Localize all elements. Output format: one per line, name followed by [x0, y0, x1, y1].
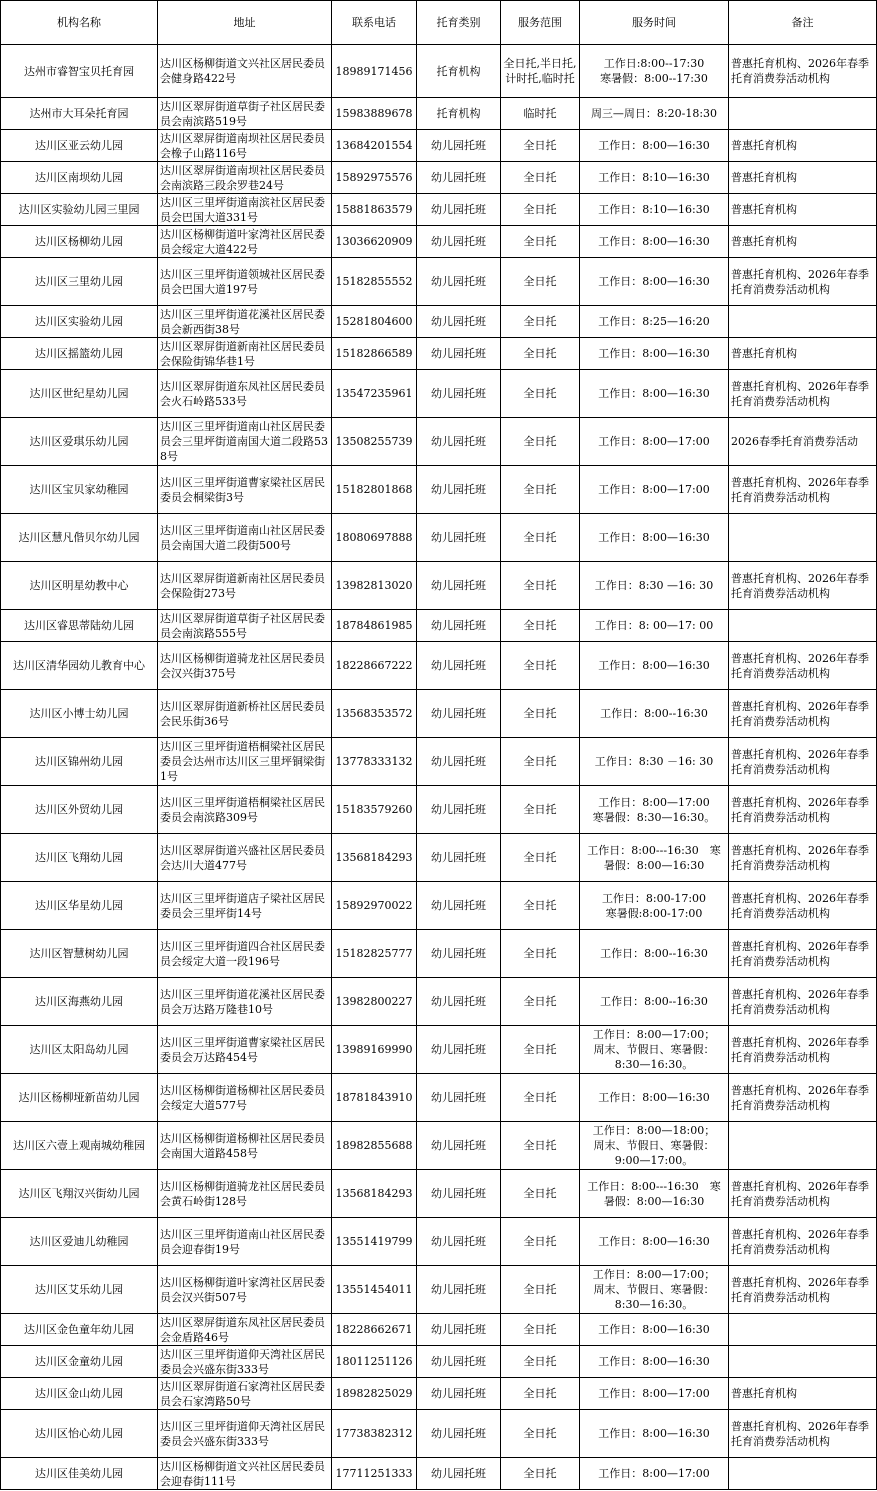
- cell-time: 工作日：8: 00—17: 00: [580, 610, 729, 642]
- cell-time: 工作日：8:10—16:30: [580, 162, 729, 194]
- cell-category: 幼儿园托班: [417, 562, 501, 610]
- cell-note: [729, 1458, 877, 1490]
- cell-note: [729, 306, 877, 338]
- table-row: [1, 1026, 877, 1074]
- header-scope: 服务范围: [501, 1, 580, 45]
- cell-name: 达川区飞翔汉兴街幼儿园: [1, 1170, 158, 1218]
- cell-scope: 全日托: [501, 1458, 580, 1490]
- cell-name: 达川区金山幼儿园: [1, 1378, 158, 1410]
- table-row: [1, 1410, 877, 1458]
- cell-phone: 13547235961: [332, 370, 417, 418]
- cell-note: 普惠托育机构、2026年春季托育消费券活动机构: [729, 1074, 877, 1122]
- table-row: [1, 1314, 877, 1346]
- cell-scope: 全日托: [501, 338, 580, 370]
- cell-note: 普惠托育机构、2026年春季托育消费券活动机构: [729, 1410, 877, 1458]
- cell-category: 幼儿园托班: [417, 1378, 501, 1410]
- cell-category: 幼儿园托班: [417, 258, 501, 306]
- cell-category: 幼儿园托班: [417, 306, 501, 338]
- cell-phone: 15881863579: [332, 194, 417, 226]
- cell-scope: 临时托: [501, 98, 580, 130]
- cell-note: 普惠托育机构、2026年春季托育消费券活动机构: [729, 1218, 877, 1266]
- cell-scope: 全日托: [501, 1170, 580, 1218]
- cell-scope: 全日托: [501, 514, 580, 562]
- cell-category: 幼儿园托班: [417, 738, 501, 786]
- cell-time: 工作日：8:00—17:00: [580, 418, 729, 466]
- table-row: [1, 1074, 877, 1122]
- cell-note: 普惠托育机构: [729, 162, 877, 194]
- cell-scope: 全日托: [501, 1266, 580, 1314]
- cell-scope: 全日托: [501, 1122, 580, 1170]
- cell-name: 达川区三里幼儿园: [1, 258, 158, 306]
- cell-name: 达川区怡心幼儿园: [1, 1410, 158, 1458]
- cell-time: 工作日：8:00—16:30: [580, 514, 729, 562]
- cell-phone: 18784861985: [332, 610, 417, 642]
- cell-scope: 全日托: [501, 194, 580, 226]
- cell-category: 幼儿园托班: [417, 1410, 501, 1458]
- cell-phone: 17738382312: [332, 1410, 417, 1458]
- cell-category: 幼儿园托班: [417, 642, 501, 690]
- cell-note: 普惠托育机构、2026年春季托育消费券活动机构: [729, 258, 877, 306]
- table-row: [1, 930, 877, 978]
- cell-name: 达川区海燕幼儿园: [1, 978, 158, 1026]
- cell-scope: 全日托: [501, 1314, 580, 1346]
- cell-address: 达川区三里坪街道南山社区居民委员会南国大道二段街500号: [158, 514, 332, 562]
- cell-name: 达川区艾乐幼儿园: [1, 1266, 158, 1314]
- cell-scope: 全日托: [501, 786, 580, 834]
- cell-time: 工作日：8:00—16:30: [580, 1314, 729, 1346]
- cell-address: 达川区翠屏街道兴盛社区居民委员会达川大道477号: [158, 834, 332, 882]
- cell-time: 工作日：8:00—16:30: [580, 370, 729, 418]
- cell-category: 幼儿园托班: [417, 690, 501, 738]
- cell-category: 幼儿园托班: [417, 1346, 501, 1378]
- header-row: [1, 1, 877, 45]
- cell-phone: 15182801868: [332, 466, 417, 514]
- cell-category: 幼儿园托班: [417, 514, 501, 562]
- cell-scope: 全日托: [501, 466, 580, 514]
- cell-phone: 15281804600: [332, 306, 417, 338]
- table-row: [1, 562, 877, 610]
- cell-scope: 全日托: [501, 882, 580, 930]
- cell-note: 普惠托育机构、2026年春季托育消费券活动机构: [729, 45, 877, 98]
- cell-name: 达川区明星幼教中心: [1, 562, 158, 610]
- cell-time: 工作日：8:00—17:00: [580, 1378, 729, 1410]
- cell-phone: 15182855552: [332, 258, 417, 306]
- cell-address: 达川区翠屏街道草街子社区居民委员会南滨路519号: [158, 98, 332, 130]
- cell-category: 幼儿园托班: [417, 610, 501, 642]
- cell-note: 普惠托育机构、2026年春季托育消费券活动机构: [729, 1170, 877, 1218]
- cell-category: 幼儿园托班: [417, 418, 501, 466]
- cell-category: 幼儿园托班: [417, 1026, 501, 1074]
- cell-name: 达川区智慧树幼儿园: [1, 930, 158, 978]
- cell-name: 达川区南坝幼儿园: [1, 162, 158, 194]
- table-row: [1, 1266, 877, 1314]
- cell-address: 达川区杨柳街道杨柳社区居民委员会南国大道路458号: [158, 1122, 332, 1170]
- cell-note: 普惠托育机构、2026年春季托育消费券活动机构: [729, 466, 877, 514]
- table-row: [1, 258, 877, 306]
- cell-scope: 全日托: [501, 1346, 580, 1378]
- cell-note: 普惠托育机构、2026年春季托育消费券活动机构: [729, 834, 877, 882]
- table-row: [1, 978, 877, 1026]
- cell-phone: 15182866589: [332, 338, 417, 370]
- cell-address: 达川区翠屏街道新南社区居民委员会保险街锦华巷1号: [158, 338, 332, 370]
- cell-name: 达川区金色童年幼儿园: [1, 1314, 158, 1346]
- cell-time: 工作日：8:00—17:00 寒暑假：8:30—16:30。: [580, 786, 729, 834]
- cell-note: 普惠托育机构、2026年春季托育消费券活动机构: [729, 1026, 877, 1074]
- cell-category: 托育机构: [417, 98, 501, 130]
- table-body: [1, 45, 877, 1490]
- table-row: [1, 418, 877, 466]
- cell-scope: 全日托: [501, 562, 580, 610]
- cell-category: 幼儿园托班: [417, 338, 501, 370]
- cell-phone: 13036620909: [332, 226, 417, 258]
- cell-scope: 全日托: [501, 738, 580, 786]
- cell-time: 工作日：8:30 —16: 30: [580, 562, 729, 610]
- table-row: [1, 1218, 877, 1266]
- cell-time: 工作日：8:00—16:30: [580, 258, 729, 306]
- cell-category: 幼儿园托班: [417, 834, 501, 882]
- cell-category: 幼儿园托班: [417, 162, 501, 194]
- cell-scope: 全日托: [501, 690, 580, 738]
- cell-time: 工作日：8:00—16:30: [580, 642, 729, 690]
- cell-name: 达川区六壹上观南城幼稚园: [1, 1122, 158, 1170]
- cell-time: 工作日：8:00---16:30 寒暑假：8:00—16:30: [580, 1170, 729, 1218]
- cell-address: 达川区翠屏街道东凤社区居民委员会金盾路46号: [158, 1314, 332, 1346]
- cell-address: 达川区三里坪街道曹家梁社区居民委员会万达路454号: [158, 1026, 332, 1074]
- header-name: 机构名称: [1, 1, 158, 45]
- cell-name: 达川区摇篮幼儿园: [1, 338, 158, 370]
- cell-note: 普惠托育机构、2026年春季托育消费券活动机构: [729, 978, 877, 1026]
- table-row: [1, 466, 877, 514]
- cell-category: 幼儿园托班: [417, 194, 501, 226]
- cell-note: 普惠托育机构、2026年春季托育消费券活动机构: [729, 930, 877, 978]
- cell-phone: 13508255739: [332, 418, 417, 466]
- cell-note: 普惠托育机构、2026年春季托育消费券活动机构: [729, 786, 877, 834]
- cell-phone: 13551419799: [332, 1218, 417, 1266]
- cell-category: 幼儿园托班: [417, 930, 501, 978]
- cell-address: 达川区三里坪街道梧桐梁社区居民委员会达州市达川区三里坪铜梁街1号: [158, 738, 332, 786]
- cell-scope: 全日托: [501, 306, 580, 338]
- cell-time: 工作日：8:10—16:30: [580, 194, 729, 226]
- cell-name: 达川区清华园幼儿教育中心: [1, 642, 158, 690]
- cell-address: 达川区翠屏街道石家湾社区居民委员会石家湾路50号: [158, 1378, 332, 1410]
- cell-phone: 13684201554: [332, 130, 417, 162]
- cell-phone: 15892970022: [332, 882, 417, 930]
- cell-phone: 13568184293: [332, 834, 417, 882]
- cell-name: 达州市睿智宝贝托育园: [1, 45, 158, 98]
- cell-address: 达川区三里坪街道曹家梁社区居民委员会桐梁街3号: [158, 466, 332, 514]
- cell-address: 达川区杨柳街道文兴社区居民委员会健身路422号: [158, 45, 332, 98]
- cell-time: 工作日：8:00--16:30: [580, 930, 729, 978]
- cell-address: 达川区三里坪街道南滨社区居民委员会巴国大道331号: [158, 194, 332, 226]
- table-row: [1, 642, 877, 690]
- header-address: 地址: [158, 1, 332, 45]
- cell-name: 达州市大耳朵托育园: [1, 98, 158, 130]
- cell-name: 达川区杨柳垭新苗幼儿园: [1, 1074, 158, 1122]
- cell-phone: 15983889678: [332, 98, 417, 130]
- cell-scope: 全日托: [501, 370, 580, 418]
- cell-address: 达川区翠屏街道南坝社区居民委员会橡子山路116号: [158, 130, 332, 162]
- cell-category: 幼儿园托班: [417, 370, 501, 418]
- cell-time: 工作日：8:00--16:30: [580, 690, 729, 738]
- cell-note: [729, 610, 877, 642]
- table-row: [1, 834, 877, 882]
- cell-phone: 18781843910: [332, 1074, 417, 1122]
- cell-name: 达川区小博士幼儿园: [1, 690, 158, 738]
- table-row: [1, 1378, 877, 1410]
- cell-category: 幼儿园托班: [417, 1266, 501, 1314]
- cell-name: 达川区亚云幼儿园: [1, 130, 158, 162]
- cell-address: 达川区三里坪街道仰天湾社区居民委员会兴盛东街333号: [158, 1410, 332, 1458]
- cell-time: 工作日：8:30 －16: 30: [580, 738, 729, 786]
- cell-address: 达川区杨柳街道骑龙社区居民委员会黄石岭街128号: [158, 1170, 332, 1218]
- cell-scope: 全日托: [501, 610, 580, 642]
- cell-note: 普惠托育机构、2026年春季托育消费券活动机构: [729, 562, 877, 610]
- header-note: 备注: [729, 1, 877, 45]
- cell-note: [729, 98, 877, 130]
- cell-scope: 全日托: [501, 834, 580, 882]
- cell-scope: 全日托: [501, 258, 580, 306]
- cell-address: 达川区三里坪街道店子梁社区居民委员会三里坪街14号: [158, 882, 332, 930]
- cell-address: 达川区三里坪街道领城社区居民委员会巴国大道197号: [158, 258, 332, 306]
- cell-time: 工作日：8:00--16:30: [580, 978, 729, 1026]
- cell-name: 达川区外贸幼儿园: [1, 786, 158, 834]
- cell-time: 工作日：8:00---16:30 寒暑假：8:00—16:30: [580, 834, 729, 882]
- cell-note: 2026春季托育消费券活动: [729, 418, 877, 466]
- cell-note: 普惠托育机构: [729, 226, 877, 258]
- cell-name: 达川区锦州幼儿园: [1, 738, 158, 786]
- table-row: [1, 1458, 877, 1490]
- table-row: [1, 610, 877, 642]
- cell-scope: 全日托: [501, 130, 580, 162]
- cell-scope: 全日托: [501, 930, 580, 978]
- table-row: [1, 162, 877, 194]
- cell-address: 达川区三里坪街道花溪社区居民委员会新西街38号: [158, 306, 332, 338]
- cell-address: 达川区杨柳街道杨柳社区居民委员会绥定大道577号: [158, 1074, 332, 1122]
- table-row: [1, 98, 877, 130]
- cell-scope: 全日托: [501, 1026, 580, 1074]
- cell-category: 幼儿园托班: [417, 226, 501, 258]
- cell-name: 达川区爱琪乐幼儿园: [1, 418, 158, 466]
- cell-name: 达川区实验幼儿园: [1, 306, 158, 338]
- cell-name: 达川区实验幼儿园三里园: [1, 194, 158, 226]
- cell-note: [729, 514, 877, 562]
- table-row: [1, 690, 877, 738]
- cell-name: 达川区宝贝家幼稚园: [1, 466, 158, 514]
- cell-phone: 18982825029: [332, 1378, 417, 1410]
- table-row: [1, 306, 877, 338]
- cell-name: 达川区华星幼儿园: [1, 882, 158, 930]
- cell-time: 工作日：8:00—18:00； 周末、节假日、寒暑假： 9:00—17:00。: [580, 1122, 729, 1170]
- cell-scope: 全日托: [501, 642, 580, 690]
- cell-address: 达川区杨柳街道骑龙社区居民委员会汉兴街375号: [158, 642, 332, 690]
- table-row: [1, 338, 877, 370]
- cell-name: 达川区杨柳幼儿园: [1, 226, 158, 258]
- cell-scope: 全日托: [501, 226, 580, 258]
- cell-time: 工作日：8:00—17:00； 周末、节假日、寒暑假： 8:30—16:30。: [580, 1266, 729, 1314]
- cell-address: 达川区杨柳街道叶家湾社区居民委员会汉兴街507号: [158, 1266, 332, 1314]
- cell-scope: 全日托: [501, 418, 580, 466]
- cell-time: 工作日：8:00—16:30: [580, 1218, 729, 1266]
- cell-phone: 13989169990: [332, 1026, 417, 1074]
- cell-address: 达川区三里坪街道花溪社区居民委员会万达路万隆巷10号: [158, 978, 332, 1026]
- cell-phone: 18982855688: [332, 1122, 417, 1170]
- table-row: [1, 1346, 877, 1378]
- cell-time: 工作日：8:00—16:30: [580, 1074, 729, 1122]
- cell-name: 达川区世纪星幼儿园: [1, 370, 158, 418]
- cell-time: 工作日:8:00--17:30 寒暑假：8:00--17:30: [580, 45, 729, 98]
- cell-address: 达川区三里坪街道仰天湾社区居民委员会兴盛东街333号: [158, 1346, 332, 1378]
- cell-note: 普惠托育机构、2026年春季托育消费券活动机构: [729, 738, 877, 786]
- cell-phone: 13982813020: [332, 562, 417, 610]
- cell-category: 幼儿园托班: [417, 882, 501, 930]
- cell-address: 达川区翠屏街道草街子社区居民委员会南滨路555号: [158, 610, 332, 642]
- cell-scope: 全日托: [501, 1218, 580, 1266]
- cell-scope: 全日托: [501, 1074, 580, 1122]
- cell-address: 达川区翠屏街道新桥社区居民委员会民乐街36号: [158, 690, 332, 738]
- cell-category: 幼儿园托班: [417, 130, 501, 162]
- cell-note: [729, 1314, 877, 1346]
- cell-time: 工作日：8:00—17:00； 周末、节假日、寒暑假： 8:30—16:30。: [580, 1026, 729, 1074]
- cell-address: 达川区翠屏街道南坝社区居民委员会南滨路三段余罗巷24号: [158, 162, 332, 194]
- cell-scope: 全日托: [501, 1410, 580, 1458]
- cell-note: 普惠托育机构、2026年春季托育消费券活动机构: [729, 690, 877, 738]
- table-row: [1, 226, 877, 258]
- table-row: [1, 45, 877, 98]
- cell-time: 周三—周日：8:20-18:30: [580, 98, 729, 130]
- cell-time: 工作日：8:25—16:20: [580, 306, 729, 338]
- cell-category: 幼儿园托班: [417, 1122, 501, 1170]
- cell-category: 幼儿园托班: [417, 1170, 501, 1218]
- cell-phone: 13551454011: [332, 1266, 417, 1314]
- cell-address: 达川区三里坪街道南山社区居民委员会迎春街19号: [158, 1218, 332, 1266]
- cell-phone: 15892975576: [332, 162, 417, 194]
- cell-address: 达川区三里坪街道南山社区居民委员会三里坪街道南国大道二段路538号: [158, 418, 332, 466]
- cell-scope: 全日托,半日托,计时托,临时托: [501, 45, 580, 98]
- cell-note: [729, 1346, 877, 1378]
- cell-phone: 18011251126: [332, 1346, 417, 1378]
- cell-phone: 13778333132: [332, 738, 417, 786]
- table-row: [1, 786, 877, 834]
- cell-phone: 18228667222: [332, 642, 417, 690]
- cell-name: 达川区太阳岛幼儿园: [1, 1026, 158, 1074]
- header-time: 服务时间: [580, 1, 729, 45]
- cell-address: 达川区翠屏街道新南社区居民委员会保险街273号: [158, 562, 332, 610]
- cell-name: 达川区慧凡偕贝尔幼儿园: [1, 514, 158, 562]
- cell-note: 普惠托育机构: [729, 194, 877, 226]
- cell-category: 幼儿园托班: [417, 1458, 501, 1490]
- cell-scope: 全日托: [501, 1378, 580, 1410]
- cell-time: 工作日：8:00—17:00: [580, 466, 729, 514]
- cell-note: 普惠托育机构: [729, 1378, 877, 1410]
- table-row: [1, 882, 877, 930]
- table-row: [1, 1170, 877, 1218]
- cell-phone: 18228662671: [332, 1314, 417, 1346]
- cell-time: 工作日：8:00—16:30: [580, 130, 729, 162]
- cell-address: 达川区杨柳街道叶家湾社区居民委员会绥定大道422号: [158, 226, 332, 258]
- cell-name: 达川区飞翔幼儿园: [1, 834, 158, 882]
- cell-phone: 13982800227: [332, 978, 417, 1026]
- cell-category: 幼儿园托班: [417, 1314, 501, 1346]
- table-row: [1, 130, 877, 162]
- cell-time: 工作日：8:00—16:30: [580, 338, 729, 370]
- cell-address: 达川区三里坪街道四合社区居民委员会绥定大道一段196号: [158, 930, 332, 978]
- cell-time: 工作日：8:00—17:00: [580, 1458, 729, 1490]
- table-row: [1, 194, 877, 226]
- cell-address: 达川区翠屏街道东凤社区居民委员会火石岭路533号: [158, 370, 332, 418]
- cell-note: 普惠托育机构: [729, 130, 877, 162]
- cell-note: 普惠托育机构、2026年春季托育消费券活动机构: [729, 882, 877, 930]
- cell-phone: 13568184293: [332, 1170, 417, 1218]
- header-phone: 联系电话: [332, 1, 417, 45]
- cell-time: 工作日：8:00—16:30: [580, 1410, 729, 1458]
- cell-category: 幼儿园托班: [417, 1074, 501, 1122]
- cell-category: 幼儿园托班: [417, 786, 501, 834]
- cell-note: 普惠托育机构、2026年春季托育消费券活动机构: [729, 1266, 877, 1314]
- cell-time: 工作日：8:00—16:30: [580, 1346, 729, 1378]
- cell-phone: 15183579260: [332, 786, 417, 834]
- cell-phone: 17711251333: [332, 1458, 417, 1490]
- header-category: 托育类别: [417, 1, 501, 45]
- table-row: [1, 370, 877, 418]
- cell-category: 托育机构: [417, 45, 501, 98]
- cell-scope: 全日托: [501, 162, 580, 194]
- cell-note: 普惠托育机构: [729, 338, 877, 370]
- cell-phone: 18080697888: [332, 514, 417, 562]
- cell-name: 达川区睿思蒂陆幼儿园: [1, 610, 158, 642]
- table-row: [1, 514, 877, 562]
- cell-time: 工作日：8:00-17:00 寒暑假:8:00-17:00: [580, 882, 729, 930]
- cell-category: 幼儿园托班: [417, 1218, 501, 1266]
- cell-category: 幼儿园托班: [417, 978, 501, 1026]
- cell-note: [729, 1122, 877, 1170]
- cell-time: 工作日：8:00—16:30: [580, 226, 729, 258]
- cell-phone: 15182825777: [332, 930, 417, 978]
- cell-category: 幼儿园托班: [417, 466, 501, 514]
- table-row: [1, 1122, 877, 1170]
- cell-name: 达川区佳美幼儿园: [1, 1458, 158, 1490]
- table-row: [1, 738, 877, 786]
- cell-address: 达川区三里坪街道梧桐梁社区居民委员会南滨路309号: [158, 786, 332, 834]
- cell-note: 普惠托育机构、2026年春季托育消费券活动机构: [729, 370, 877, 418]
- cell-note: 普惠托育机构、2026年春季托育消费券活动机构: [729, 642, 877, 690]
- cell-scope: 全日托: [501, 978, 580, 1026]
- cell-phone: 18989171456: [332, 45, 417, 98]
- cell-address: 达川区杨柳街道文兴社区居民委员会迎春街111号: [158, 1458, 332, 1490]
- cell-name: 达川区金童幼儿园: [1, 1346, 158, 1378]
- cell-name: 达川区爱迪儿幼稚园: [1, 1218, 158, 1266]
- cell-phone: 13568353572: [332, 690, 417, 738]
